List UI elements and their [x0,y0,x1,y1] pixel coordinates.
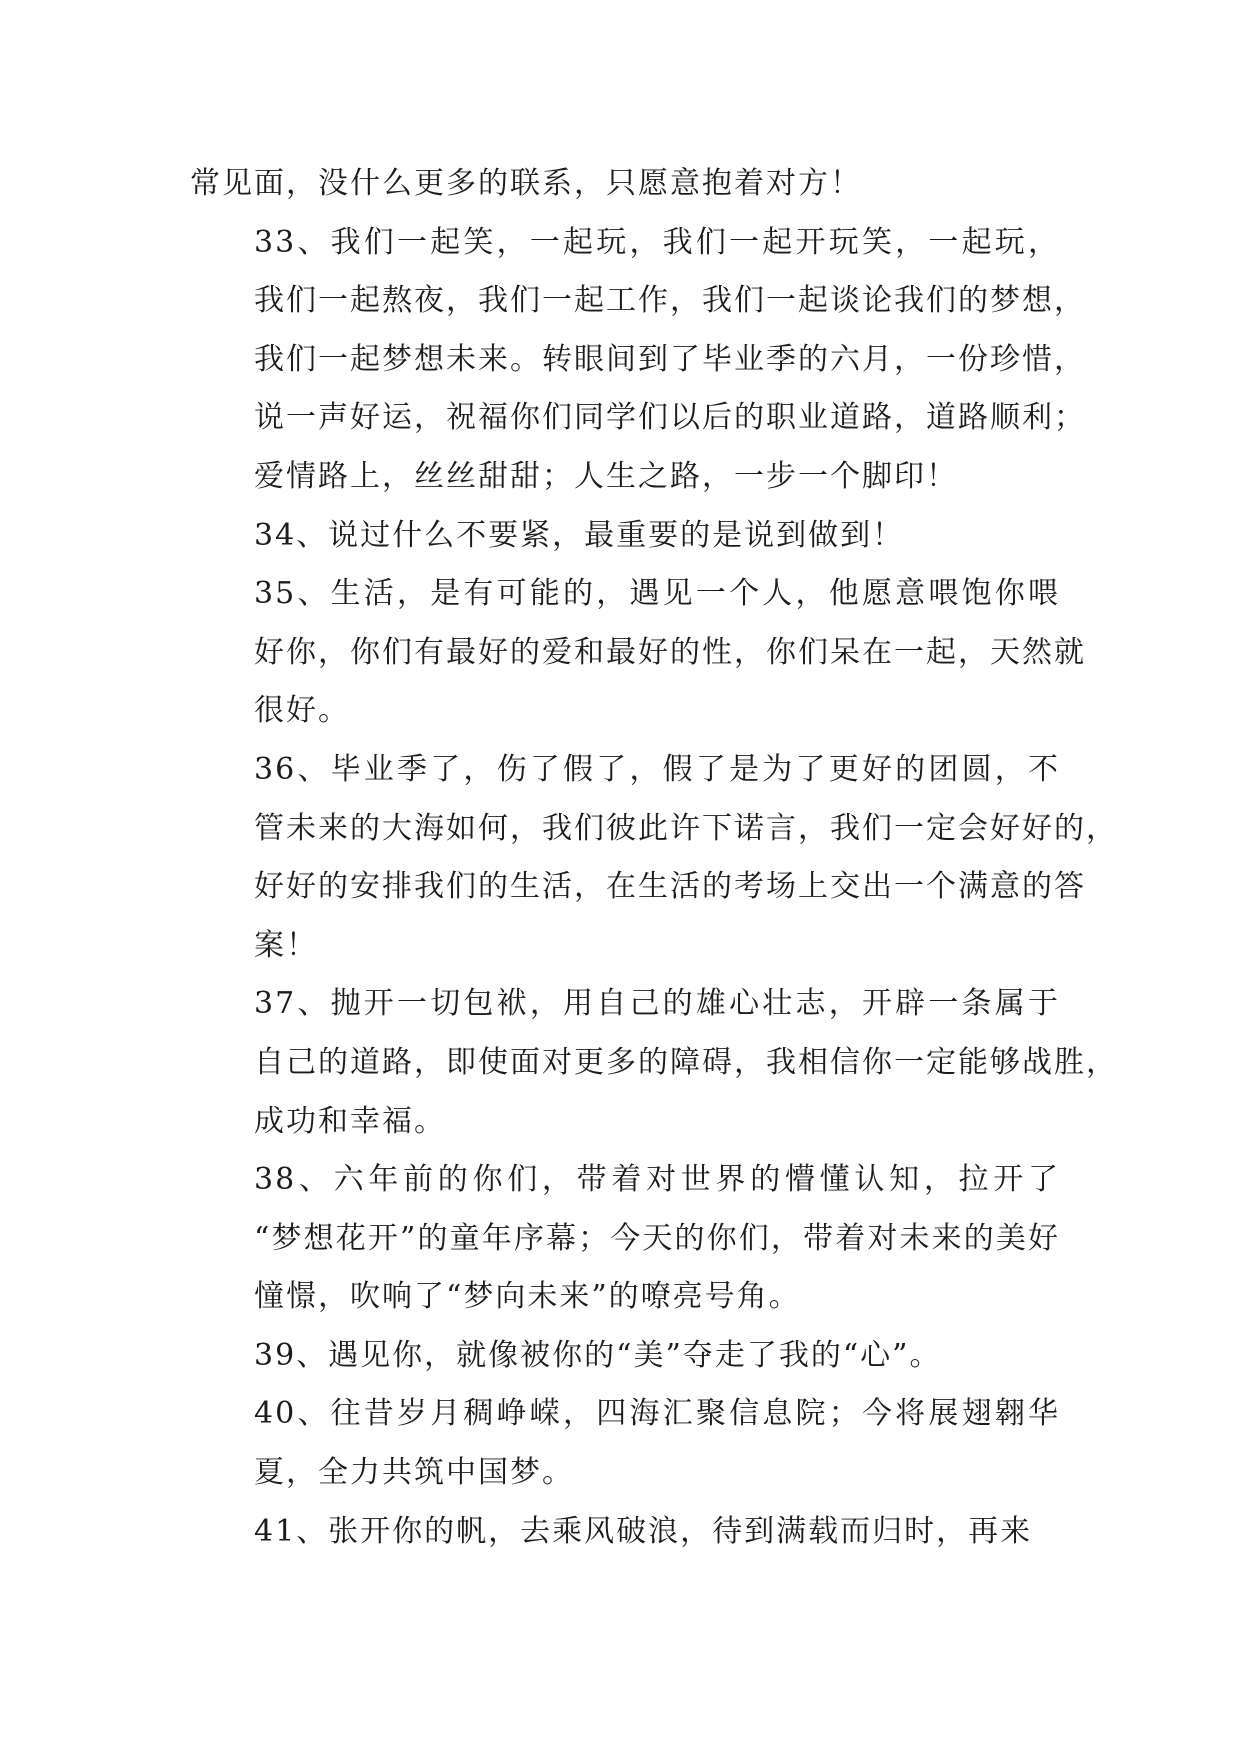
text-line: 38、六年前的你们，带着对世界的懵懂认知，拉开了 [254,1162,1060,1198]
text-line: 成功和幸福。 [254,1103,446,1139]
paragraph [190,1385,1060,1502]
text-line: 我们一起熬夜，我们一起工作，我们一起谈论我们的梦想， [254,283,1086,319]
paragraph [190,155,1060,214]
text-line: 39、遇见你，就像被你的“美”夺走了我的“心”。 [254,1337,942,1373]
paragraph [190,975,1118,1151]
text-line: 爱情路上，丝丝甜甜；人生之路，一步一个脚印！ [254,458,958,494]
paragraph [190,507,1060,566]
text-line: 憧憬，吹响了“梦向未来”的嘹亮号角。 [254,1279,801,1315]
text-line: 夏，全力共筑中国梦。 [254,1455,574,1491]
text-line: 我们一起梦想未来。转眼间到了毕业季的六月，一份珍惜， [254,341,1086,377]
text-line: 案！ [254,927,318,963]
text-line: 管未来的大海如何，我们彼此许下诺言，我们一定会好好的， [254,810,1118,846]
text-line: 35、生活，是有可能的，遇见一个人，他愿意喂饱你喂 [254,576,1060,612]
text-line: 37、抛开一切包袱，用自己的雄心壮志，开辟一条属于 [254,986,1060,1022]
paragraph [190,1327,1060,1386]
paragraph [190,1151,1060,1327]
text-line: 好你，你们有最好的爱和最好的性，你们呆在一起，天然就 [254,634,1086,670]
text-line: 34、说过什么不要紧，最重要的是说到做到！ [254,517,905,553]
text-line: 33、我们一起笑，一起玩，我们一起开玩笑，一起玩， [254,224,1060,260]
text-line: “梦想花开”的童年序幕；今天的你们，带着对未来的美好 [254,1220,1060,1256]
paragraph [190,214,1086,507]
text-line: 40、往昔岁月稠峥嵘，四海汇聚信息院；今将展翅翱华 [254,1396,1060,1432]
text-line: 自己的道路，即使面对更多的障碍，我相信你一定能够战胜， [254,1044,1118,1080]
paragraph [190,1503,1060,1562]
text-line: 很好。 [254,693,350,729]
text-line: 说一声好运，祝福你们同学们以后的职业道路，道路顺利； [254,400,1086,436]
document-body [190,155,1118,1561]
paragraph [190,565,1086,741]
text-line: 常见面，没什么更多的联系，只愿意抱着对方！ [190,166,862,201]
text-line: 好好的安排我们的生活，在生活的考场上交出一个满意的答 [254,869,1086,905]
text-line: 36、毕业季了，伤了假了，假了是为了更好的团圆，不 [254,751,1060,787]
paragraph [190,741,1118,975]
text-line: 41、张开你的帆，去乘风破浪，待到满载而归时，再来 [254,1513,1033,1549]
